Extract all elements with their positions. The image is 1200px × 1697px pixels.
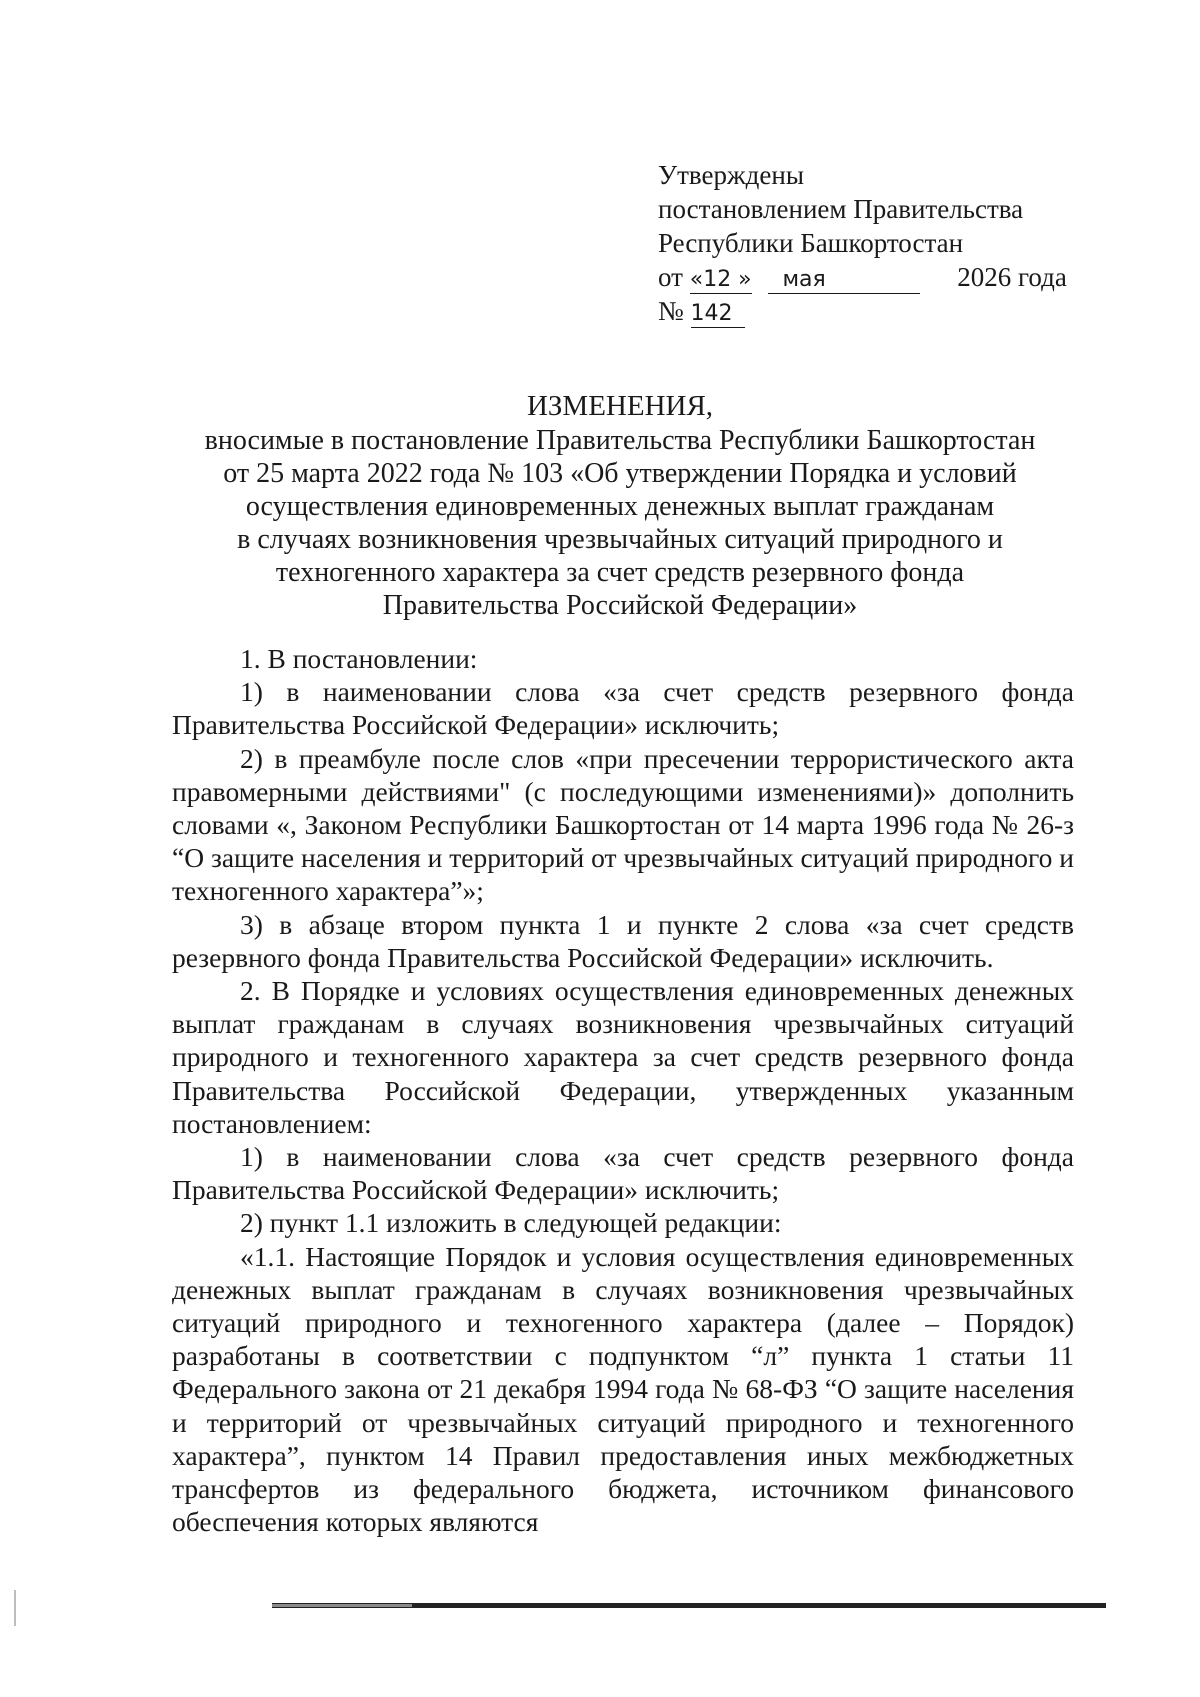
document-body bbox=[172, 642, 1074, 1538]
paragraph: 2. В Порядке и условиях осуществления единовременных денежных выплат гражданам в случаях возникновения чрезвычайных ситуаций природного и техногенного характера за счет средств резервного фонда Правительства Российской Федерации, утвержденных указанным постановлением: bbox=[172, 975, 1074, 1139]
date-day: «12 » bbox=[689, 267, 752, 292]
title-line: осуществления единовременных денежных выплат гражданам bbox=[245, 491, 995, 522]
date-month: мая bbox=[768, 267, 920, 294]
date-year: 2026 года bbox=[957, 262, 1067, 292]
approval-date-line bbox=[658, 260, 1098, 294]
footer-rule-fade bbox=[272, 1604, 412, 1607]
title-line: вносимые в постановление Правительства Республики Башкортостан bbox=[204, 425, 1036, 456]
document-title bbox=[140, 390, 1100, 622]
date-prefix: от bbox=[658, 262, 683, 292]
title-line: в случаях возникновения чрезвычайных ситуаций природного и bbox=[237, 524, 1003, 555]
number-prefix: № bbox=[658, 296, 684, 326]
paragraph: 2) в преамбуле после слов «при пресечении террористического акта правомерными действиями" (с последующими изменениями)» дополнить словами «, Законом Республики Башкортостан от 14 марта 1996 года № 26-з “О защите населения и территорий от чрезвычайных ситуаций природного и техногенного характера”»; bbox=[172, 742, 1074, 907]
paragraph: 2) пункт 1.1 изложить в следующей редакции: bbox=[240, 1207, 782, 1239]
approval-line-3: Республики Башкортостан bbox=[658, 228, 964, 258]
title-heading: ИЗМЕНЕНИЯ, bbox=[526, 390, 714, 422]
approval-line-2: постановлением Правительства bbox=[658, 194, 1024, 224]
scan-artifact bbox=[14, 1590, 16, 1626]
paragraph: 1. В постановлении: bbox=[240, 643, 478, 674]
document-number: 142 bbox=[691, 301, 745, 328]
approval-number-line bbox=[658, 294, 1098, 328]
approval-line-1: Утверждены bbox=[658, 160, 804, 190]
paragraph: «1.1. Настоящие Порядок и условия осуществления единовременных денежных выплат гражданам в случаях возникновения чрезвычайных ситуаций природного и техногенного характера (далее – Порядок) разработаны в соответствии с подпунктом “л” пункта 1 статьи 11 Федерального закона от 21 декабря 1994 года № 68-ФЗ “О защите населения и территорий от чрезвычайных ситуаций природного и техногенного характера”, пунктом 14 Правил предоставления иных межбюджетных трансфертов из федерального бюджета, источником финансового обеспечения которых являются bbox=[172, 1240, 1074, 1538]
paragraph: 1) в наименовании слова «за счет средств резервного фонда Правительства Российской Федерации» исключить; bbox=[172, 1141, 1074, 1206]
approval-stamp bbox=[658, 158, 1098, 328]
paragraph: 1) в наименовании слова «за счет средств резервного фонда Правительства Российской Федерации» исключить; bbox=[172, 676, 1074, 741]
paragraph: 3) в абзаце втором пункта 1 и пункте 2 слова «за счет средств резервного фонда Правительства Российской Федерации» исключить. bbox=[172, 908, 1074, 973]
title-line: от 25 марта 2022 года № 103 «Об утверждении Порядка и условий bbox=[223, 458, 1017, 489]
title-line: техногенного характера за счет средств резервного фонда bbox=[275, 557, 965, 588]
title-line: Правительства Российской Федерации» bbox=[382, 590, 858, 621]
